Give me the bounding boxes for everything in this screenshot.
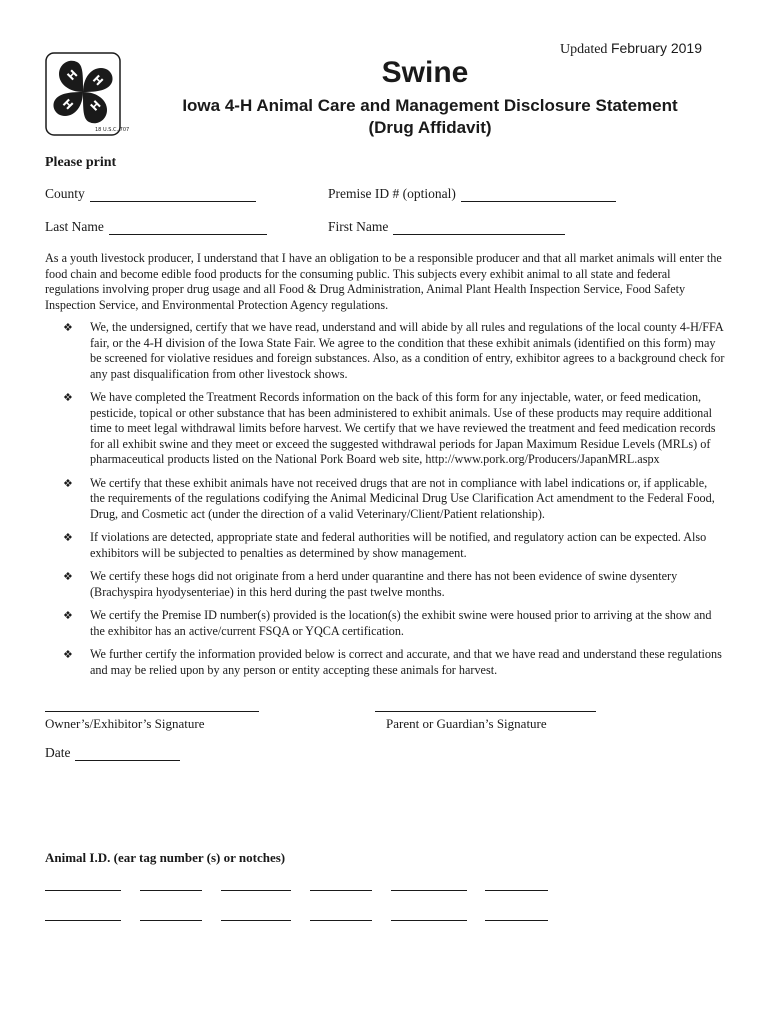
diamond-bullet-icon: ❖ [63,648,73,661]
list-item [63,390,725,468]
animal-id-input-line[interactable] [310,890,372,891]
county-field[interactable] [45,186,256,202]
list-item [63,647,725,678]
subtitle-line-1: Iowa 4-H Animal Care and Management Disclosure Statement [182,96,678,115]
bullet-text: We further certify the information provided below is correct and accurate, and that we have read and understand these regulations and may be relied upon by any person or entity accepting these animals for harvest. [90,647,722,677]
animal-id-input-line[interactable] [221,920,291,921]
date-field[interactable] [45,745,180,761]
page-subtitle [130,95,730,139]
bullet-text: We, the undersigned, certify that we have read, understand and will abide by all rules and regulations of the local county 4-H/FFA fair, or the 4-H division of the Iowa State Fair. We agree to the condition that these exhibit animals (identified on this form) may be screened for violative residues and foreign substances. Also, as a condition of entry, exhibitor agrees to a background check for any past disqualification from other livestock shows. [90,320,725,381]
logo-letter: H [64,67,81,84]
certification-list [63,320,725,686]
premise-id-label: Premise ID # (optional) [328,186,456,201]
animal-id-input-line[interactable] [485,920,548,921]
logo-mark: 18 U.S.C. 707 [95,127,130,133]
date-input-line[interactable] [75,748,180,761]
parent-signature-line[interactable] [375,711,596,712]
diamond-bullet-icon: ❖ [63,321,73,334]
animal-id-input-line[interactable] [391,920,467,921]
logo-letter: H [87,98,104,114]
list-item [63,476,725,523]
date-label: Date [45,745,71,760]
list-item [63,569,725,600]
last-name-input-line[interactable] [109,222,267,235]
owner-signature-line[interactable] [45,711,259,712]
parent-signature-label: Parent or Guardian’s Signature [386,716,547,731]
animal-id-input-line[interactable] [140,920,202,921]
diamond-bullet-icon: ❖ [63,476,73,490]
last-name-field[interactable] [45,219,267,235]
subtitle-line-2: (Drug Affidavit) [368,118,492,137]
animal-id-input-line[interactable] [45,890,121,891]
bullet-text: If violations are detected, appropriate state and federal authorities will be notified, and regulatory action can be expected. Also exhibitors will be subjected to penalties as determined by show management. [90,530,707,560]
county-input-line[interactable] [90,189,256,202]
page-title: Swine [381,56,469,89]
list-item [63,530,725,561]
please-print-label: Please print [45,155,117,170]
first-name-label: First Name [328,219,389,234]
list-item [63,608,725,639]
owner-signature-label: Owner’s/Exhibitor’s Signature [45,716,205,731]
bullet-text: We have completed the Treatment Records information on the back of this form for any injectable, water, or feed medication, pesticide, topical or other substance that has been administered to exhibit animals. Use of these products may require additional time to meet legal withdrawal limits before harvest. We certify that we have reviewed the treatment and feed medication records for all exhibit swine and they meet or exceed the suggested withdrawal periods for Japan Maximum Residue Levels (MRLs) of pharmaceutical products listed on the National Pork Board web site, http://www.pork.org/Producers/JapanMRL.aspx [90,390,716,466]
updated-date: February 2019 [610,40,702,56]
first-name-input-line[interactable] [393,222,565,235]
bullet-text: We certify that these exhibit animals have not received drugs that are not in compliance with label indications or, if applicable, the requirements of the regulations codifying the Animal Medicinal Drug Use Clarification Act amendment to the Federal Food, Drug, and Cosmetic act (under the direction of a valid Veterinary/Client/Patient relationship). [90,475,715,521]
county-label: County [45,186,85,201]
four-leaf-clover-4h-emblem-icon [45,52,130,136]
diamond-bullet-icon: ❖ [63,531,73,544]
animal-id-heading: Animal I.D. (ear tag number (s) or notches) [45,850,286,865]
animal-id-input-line[interactable] [45,920,121,921]
bullet-text: We certify the Premise ID number(s) provided is the location(s) the exhibit swine were housed prior to arriving at the show and the exhibitor has an active/current FSQA or YQCA certification. [90,608,712,638]
premise-id-input-line[interactable] [461,189,616,202]
premise-id-field[interactable] [328,186,616,202]
diamond-bullet-icon: ❖ [63,570,73,583]
logo-letter: H [59,96,76,113]
intro-paragraph: As a youth livestock producer, I understand that I have an obligation to be a responsible producer and that all market animals will enter the food chain and become edible food products for the consuming public. This subjects every exhibit animal to all state and federal regulations involving proper drug usage and all Food & Drug Administration, Animal Plant Health Inspection Service, Food Safety Inspection Service, and Environmental Protection Agency regulations. [45,251,722,312]
animal-id-input-line[interactable] [391,890,467,891]
last-name-label: Last Name [45,219,104,234]
updated-label: Updated [560,42,608,57]
bullet-text: We certify these hogs did not originate from a herd under quarantine and there has not been evidence of swine dysentery (Brachyspira hyodysenteriae) in this herd during the past twelve months. [90,569,678,599]
logo-letter: H [89,72,106,89]
list-item [63,320,725,382]
diamond-bullet-icon: ❖ [63,609,73,622]
animal-id-input-line[interactable] [485,890,548,891]
first-name-field[interactable] [328,219,565,235]
animal-id-input-line[interactable] [140,890,202,891]
animal-id-input-line[interactable] [310,920,372,921]
animal-id-input-line[interactable] [221,890,291,891]
diamond-bullet-icon: ❖ [63,391,73,404]
